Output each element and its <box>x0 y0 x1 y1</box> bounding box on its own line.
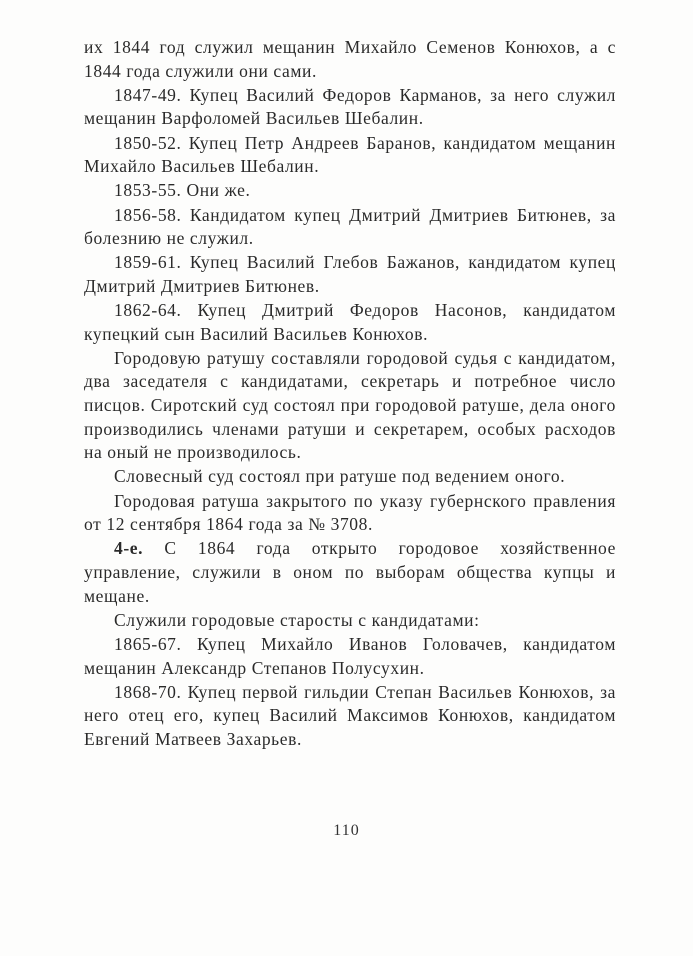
body-text <box>84 36 616 752</box>
paragraph-10: Городовая ратуша закрытого по указу губернского правления от 12 сентября 1864 года за № 3708. <box>84 490 616 535</box>
paragraph-8: Городовую ратушу составляли городовой судья с кандидатом, два заседателя с кандидатами, секретарь и потребное число писцов. Сиротский суд состоял при городовой ратуше, дела оного производились членами ратуши и секретарем, особых расходов на оный не производилось. <box>84 347 616 463</box>
paragraph-1: их 1844 год служил мещанин Михайло Семенов Конюхов, а с 1844 года служили они сами. <box>84 37 616 81</box>
paragraph-4: 1853-55. Они же. <box>114 180 251 201</box>
page-number: 110 <box>333 822 360 839</box>
paragraph-7: 1862-64. Купец Дмитрий Федоров Насонов, кандидатом купецкий сын Василий Васильев Конюхов. <box>84 300 616 344</box>
paragraph-3: 1850-52. Купец Петр Андреев Баранов, кандидатом мещанин Михайло Васильев Шебалин. <box>84 132 616 177</box>
paragraph-13: 1865-67. Купец Михайло Иванов Головачев, кандидатом мещанин Александр Степанов Полусухин. <box>84 633 616 678</box>
paragraph-12: Служили городовые старосты с кандидатами: <box>114 609 480 630</box>
paragraph-14: 1868-70. Купец первой гильдии Степан Васильев Конюхов, за него отец его, купец Василий Максимов Конюхов, кандидатом Евгений Матвеев Захарьев. <box>84 681 616 749</box>
paragraph-6: 1859-61. Купец Василий Глебов Бажанов, кандидатом купец Дмитрий Дмитриев Битюнев. <box>84 252 616 296</box>
paragraph-2: 1847-49. Купец Василий Федоров Карманов, за него служил мещанин Варфоломей Васильев Шебалин. <box>84 84 616 129</box>
paragraph-9: Словесный суд состоял при ратуше под ведением оного. <box>114 466 566 487</box>
paragraph-5: 1856-58. Кандидатом купец Дмитрий Дмитриев Битюнев, за болезнию не служил. <box>84 204 616 249</box>
paragraph-11: 4-е. С 1864 года открыто городовое хозяйственное управление, служили в оном по выборам общества купцы и мещане. <box>84 538 616 606</box>
